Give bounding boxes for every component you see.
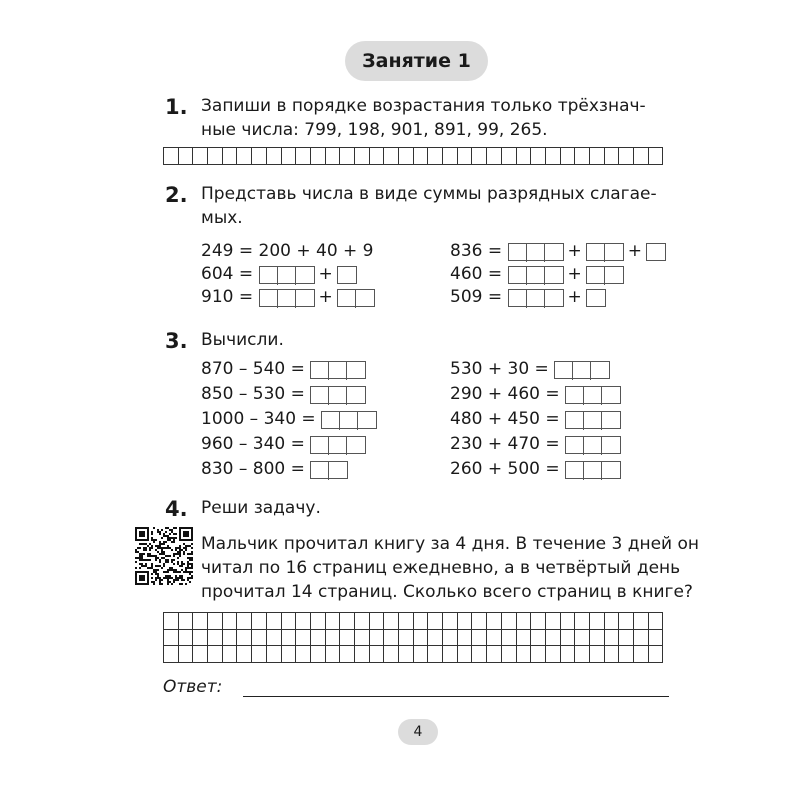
grid-cell[interactable] <box>164 148 179 165</box>
grid-cell[interactable] <box>164 613 179 630</box>
grid-cell[interactable] <box>648 646 663 663</box>
grid-cell[interactable] <box>266 646 281 663</box>
grid-cell[interactable] <box>428 613 443 630</box>
answer-box[interactable] <box>310 386 366 404</box>
expansion-label: 910 = <box>201 287 254 307</box>
grid-cell[interactable] <box>545 629 560 646</box>
answer-box[interactable] <box>259 266 315 284</box>
answer-box[interactable] <box>554 361 610 379</box>
grid-cell[interactable] <box>325 613 340 630</box>
grid-cell[interactable] <box>222 148 237 165</box>
grid-cell[interactable] <box>237 613 252 630</box>
grid-cell[interactable] <box>487 646 502 663</box>
task-2-left-column <box>201 240 375 309</box>
grid-cell[interactable] <box>281 148 296 165</box>
plus-sign: + <box>567 264 582 284</box>
grid-cell[interactable] <box>531 646 546 663</box>
grid-cell[interactable] <box>619 148 634 165</box>
problem-line-1: Мальчик прочитал книгу за 4 дня. В течение 3 дней он <box>201 534 700 554</box>
grid-cell[interactable] <box>281 646 296 663</box>
grid-cell[interactable] <box>208 629 223 646</box>
grid-cell[interactable] <box>178 148 193 165</box>
answer-box[interactable] <box>565 461 621 479</box>
grid-cell[interactable] <box>208 613 223 630</box>
calc-expression: 830 – 800 = <box>201 459 305 479</box>
grid-cell[interactable] <box>369 148 384 165</box>
grid-cell[interactable] <box>428 148 443 165</box>
grid-cell[interactable] <box>266 148 281 165</box>
grid-cell[interactable] <box>237 646 252 663</box>
grid-cell[interactable] <box>266 613 281 630</box>
grid-cell[interactable] <box>560 629 575 646</box>
expansion-example: 249 = 200 + 40 + 9 <box>201 241 374 261</box>
plus-sign: + <box>318 287 333 307</box>
task-3-number: 3. <box>165 329 188 353</box>
grid-cell[interactable] <box>516 629 531 646</box>
grid-cell[interactable] <box>296 148 311 165</box>
grid-cell[interactable] <box>354 646 369 663</box>
grid-cell[interactable] <box>501 646 516 663</box>
page-number: 4 <box>398 719 438 745</box>
task-2-right-column <box>450 240 666 309</box>
grid-cell[interactable] <box>443 646 458 663</box>
answer-box[interactable] <box>586 243 624 261</box>
grid-cell[interactable] <box>545 613 560 630</box>
expansion-row <box>450 263 666 286</box>
grid-cell[interactable] <box>310 148 325 165</box>
calc-expression: 960 – 340 = <box>201 434 305 454</box>
grid-cell[interactable] <box>252 148 267 165</box>
grid-cell[interactable] <box>560 148 575 165</box>
grid-cell[interactable] <box>634 613 649 630</box>
calc-row <box>450 457 621 482</box>
grid-cell[interactable] <box>237 629 252 646</box>
grid-cell[interactable] <box>178 629 193 646</box>
calc-expression: 230 + 470 = <box>450 434 560 454</box>
grid-cell[interactable] <box>193 613 208 630</box>
grid-cell[interactable] <box>604 613 619 630</box>
grid-cell[interactable] <box>384 613 399 630</box>
plus-sign: + <box>627 241 643 261</box>
grid-cell[interactable] <box>281 613 296 630</box>
grid-cell[interactable] <box>222 646 237 663</box>
answer-box[interactable] <box>565 411 621 429</box>
grid-cell[interactable] <box>340 629 355 646</box>
solution-grid[interactable] <box>163 612 663 663</box>
grid-cell[interactable] <box>310 613 325 630</box>
grid-cell[interactable] <box>619 646 634 663</box>
grid-cell[interactable] <box>472 646 487 663</box>
grid-cell[interactable] <box>296 646 311 663</box>
expansion-label: 836 = <box>450 241 503 261</box>
grid-cell[interactable] <box>472 629 487 646</box>
answer-label: Ответ: <box>163 677 223 697</box>
grid-cell[interactable] <box>193 646 208 663</box>
calc-row <box>201 457 377 482</box>
grid-cell[interactable] <box>296 613 311 630</box>
expansion-label: 509 = <box>450 287 503 307</box>
grid-cell[interactable] <box>369 629 384 646</box>
lesson-title: Занятие 1 <box>345 41 488 81</box>
grid-cell[interactable] <box>399 646 414 663</box>
task-1-text <box>201 94 646 142</box>
answer-box[interactable] <box>565 386 621 404</box>
grid-cell[interactable] <box>575 148 590 165</box>
problem-text <box>201 532 699 604</box>
grid-cell[interactable] <box>310 629 325 646</box>
expansion-row <box>201 286 375 309</box>
grid-cell[interactable] <box>575 629 590 646</box>
answer-line[interactable] <box>243 676 669 697</box>
grid-cell[interactable] <box>516 613 531 630</box>
calc-row <box>201 407 377 432</box>
grid-cell[interactable] <box>413 646 428 663</box>
grid-cell[interactable] <box>501 613 516 630</box>
grid-cell[interactable] <box>634 148 649 165</box>
grid-cell[interactable] <box>413 148 428 165</box>
calc-row <box>450 407 621 432</box>
grid-cell[interactable] <box>531 629 546 646</box>
grid-cell[interactable] <box>252 613 267 630</box>
grid-cell[interactable] <box>354 613 369 630</box>
grid-cell[interactable] <box>222 613 237 630</box>
grid-cell[interactable] <box>531 148 546 165</box>
answer-box[interactable] <box>508 289 564 307</box>
calc-row <box>450 382 621 407</box>
grid-cell[interactable] <box>252 646 267 663</box>
calc-expression: 530 + 30 = <box>450 359 549 379</box>
grid-cell[interactable] <box>413 629 428 646</box>
task-2-line-1: Представь числа в виде суммы разрядных слагае- <box>201 184 657 204</box>
grid-cell[interactable] <box>589 646 604 663</box>
grid-cell[interactable] <box>340 148 355 165</box>
calc-row <box>201 432 377 457</box>
expansion-row <box>201 263 375 286</box>
grid-cell[interactable] <box>252 629 267 646</box>
grid-cell[interactable] <box>589 148 604 165</box>
grid-cell[interactable] <box>487 613 502 630</box>
grid-cell[interactable] <box>325 629 340 646</box>
grid-cell[interactable] <box>648 613 663 630</box>
task-1-line-2: ные числа: 799, 198, 901, 891, 99, 265. <box>201 120 548 140</box>
grid-cell[interactable] <box>487 629 502 646</box>
task-3-left-column <box>201 357 377 482</box>
plus-sign: + <box>567 241 582 261</box>
grid-cell[interactable] <box>325 646 340 663</box>
grid-cell[interactable] <box>428 629 443 646</box>
grid-cell[interactable] <box>472 613 487 630</box>
grid-cell[interactable] <box>384 646 399 663</box>
grid-cell[interactable] <box>472 148 487 165</box>
grid-cell[interactable] <box>413 613 428 630</box>
grid-cell[interactable] <box>545 646 560 663</box>
task-1-line-1: Запиши в порядке возрастания только трёхзнач- <box>201 96 646 116</box>
grid-cell[interactable] <box>634 646 649 663</box>
calc-expression: 870 – 540 = <box>201 359 305 379</box>
answer-cells-task-1[interactable] <box>163 147 663 165</box>
grid-cell[interactable] <box>384 629 399 646</box>
task-4-number: 4. <box>165 497 188 521</box>
grid-cell[interactable] <box>354 148 369 165</box>
grid-cell[interactable] <box>208 148 223 165</box>
answer-box[interactable] <box>565 436 621 454</box>
grid-cell[interactable] <box>457 646 472 663</box>
answer-box[interactable] <box>321 411 377 429</box>
answer-box[interactable] <box>508 266 564 284</box>
calc-expression: 850 – 530 = <box>201 384 305 404</box>
calc-expression: 290 + 460 = <box>450 384 560 404</box>
grid-cell[interactable] <box>384 148 399 165</box>
grid-cell[interactable] <box>399 629 414 646</box>
grid-cell[interactable] <box>457 148 472 165</box>
plus-sign: + <box>567 287 582 307</box>
plus-sign: + <box>318 264 333 284</box>
grid-cell[interactable] <box>443 613 458 630</box>
grid-cell[interactable] <box>340 613 355 630</box>
grid-cell[interactable] <box>296 629 311 646</box>
answer-box[interactable] <box>646 243 666 261</box>
grid-cell[interactable] <box>369 646 384 663</box>
expansion-row <box>450 240 666 263</box>
grid-cell[interactable] <box>354 629 369 646</box>
grid-cell[interactable] <box>575 646 590 663</box>
grid-cell[interactable] <box>457 613 472 630</box>
calc-row <box>201 382 377 407</box>
calc-expression: 1000 – 340 = <box>201 409 316 429</box>
grid-cell[interactable] <box>487 148 502 165</box>
answer-box[interactable] <box>586 266 624 284</box>
grid-cell[interactable] <box>589 613 604 630</box>
grid-cell[interactable] <box>501 148 516 165</box>
grid-cell[interactable] <box>443 148 458 165</box>
grid-cell[interactable] <box>589 629 604 646</box>
expansion-row <box>450 286 666 309</box>
grid-cell[interactable] <box>501 629 516 646</box>
grid-cell[interactable] <box>604 629 619 646</box>
grid-cell[interactable] <box>604 646 619 663</box>
task-3-right-column <box>450 357 621 482</box>
grid-cell[interactable] <box>266 629 281 646</box>
expansion-label: 460 = <box>450 264 503 284</box>
grid-cell[interactable] <box>340 646 355 663</box>
expansion-label: 604 = <box>201 264 254 284</box>
grid-cell[interactable] <box>560 613 575 630</box>
answer-box[interactable] <box>310 461 348 479</box>
qr-code-icon[interactable] <box>135 527 193 585</box>
grid-cell[interactable] <box>222 629 237 646</box>
calc-row <box>201 357 377 382</box>
answer-box[interactable] <box>508 243 564 261</box>
task-4-text: Реши задачу. <box>201 498 321 518</box>
grid-cell[interactable] <box>619 629 634 646</box>
problem-line-2: читал по 16 страниц ежедневно, а в четвёртый день <box>201 558 681 578</box>
grid-cell[interactable] <box>193 629 208 646</box>
grid-cell[interactable] <box>325 148 340 165</box>
grid-cell[interactable] <box>399 613 414 630</box>
grid-cell[interactable] <box>369 613 384 630</box>
task-2-number: 2. <box>165 183 188 207</box>
grid-cell[interactable] <box>178 613 193 630</box>
grid-cell[interactable] <box>193 148 208 165</box>
calc-row <box>450 432 621 457</box>
answer-box[interactable] <box>310 361 366 379</box>
grid-cell[interactable] <box>648 148 663 165</box>
grid-cell[interactable] <box>237 148 252 165</box>
grid-cell[interactable] <box>310 646 325 663</box>
calc-expression: 480 + 450 = <box>450 409 560 429</box>
grid-cell[interactable] <box>604 148 619 165</box>
task-1-number: 1. <box>165 95 188 119</box>
grid-cell[interactable] <box>164 646 179 663</box>
grid-cell[interactable] <box>399 148 414 165</box>
answer-box[interactable] <box>259 289 315 307</box>
grid-cell[interactable] <box>281 629 296 646</box>
grid-cell[interactable] <box>560 646 575 663</box>
grid-cell[interactable] <box>531 613 546 630</box>
task-3-text: Вычисли. <box>201 330 284 350</box>
grid-cell[interactable] <box>457 629 472 646</box>
grid-cell[interactable] <box>619 613 634 630</box>
grid-cell[interactable] <box>178 646 193 663</box>
calc-expression: 260 + 500 = <box>450 459 560 479</box>
answer-box[interactable] <box>337 289 375 307</box>
grid-cell[interactable] <box>545 148 560 165</box>
task-2-text <box>201 182 657 230</box>
grid-cell[interactable] <box>428 646 443 663</box>
grid-cell[interactable] <box>164 629 179 646</box>
answer-box[interactable] <box>310 436 366 454</box>
grid-cell[interactable] <box>648 629 663 646</box>
calc-row <box>450 357 621 382</box>
grid-cell[interactable] <box>516 148 531 165</box>
grid-cell[interactable] <box>208 646 223 663</box>
grid-cell[interactable] <box>443 629 458 646</box>
grid-cell[interactable] <box>634 629 649 646</box>
grid-cell[interactable] <box>575 613 590 630</box>
problem-line-3: прочитал 14 страниц. Сколько всего страниц в книге? <box>201 582 693 602</box>
grid-cell[interactable] <box>516 646 531 663</box>
answer-box[interactable] <box>337 266 357 284</box>
answer-box[interactable] <box>586 289 606 307</box>
task-2-line-2: мых. <box>201 208 243 228</box>
